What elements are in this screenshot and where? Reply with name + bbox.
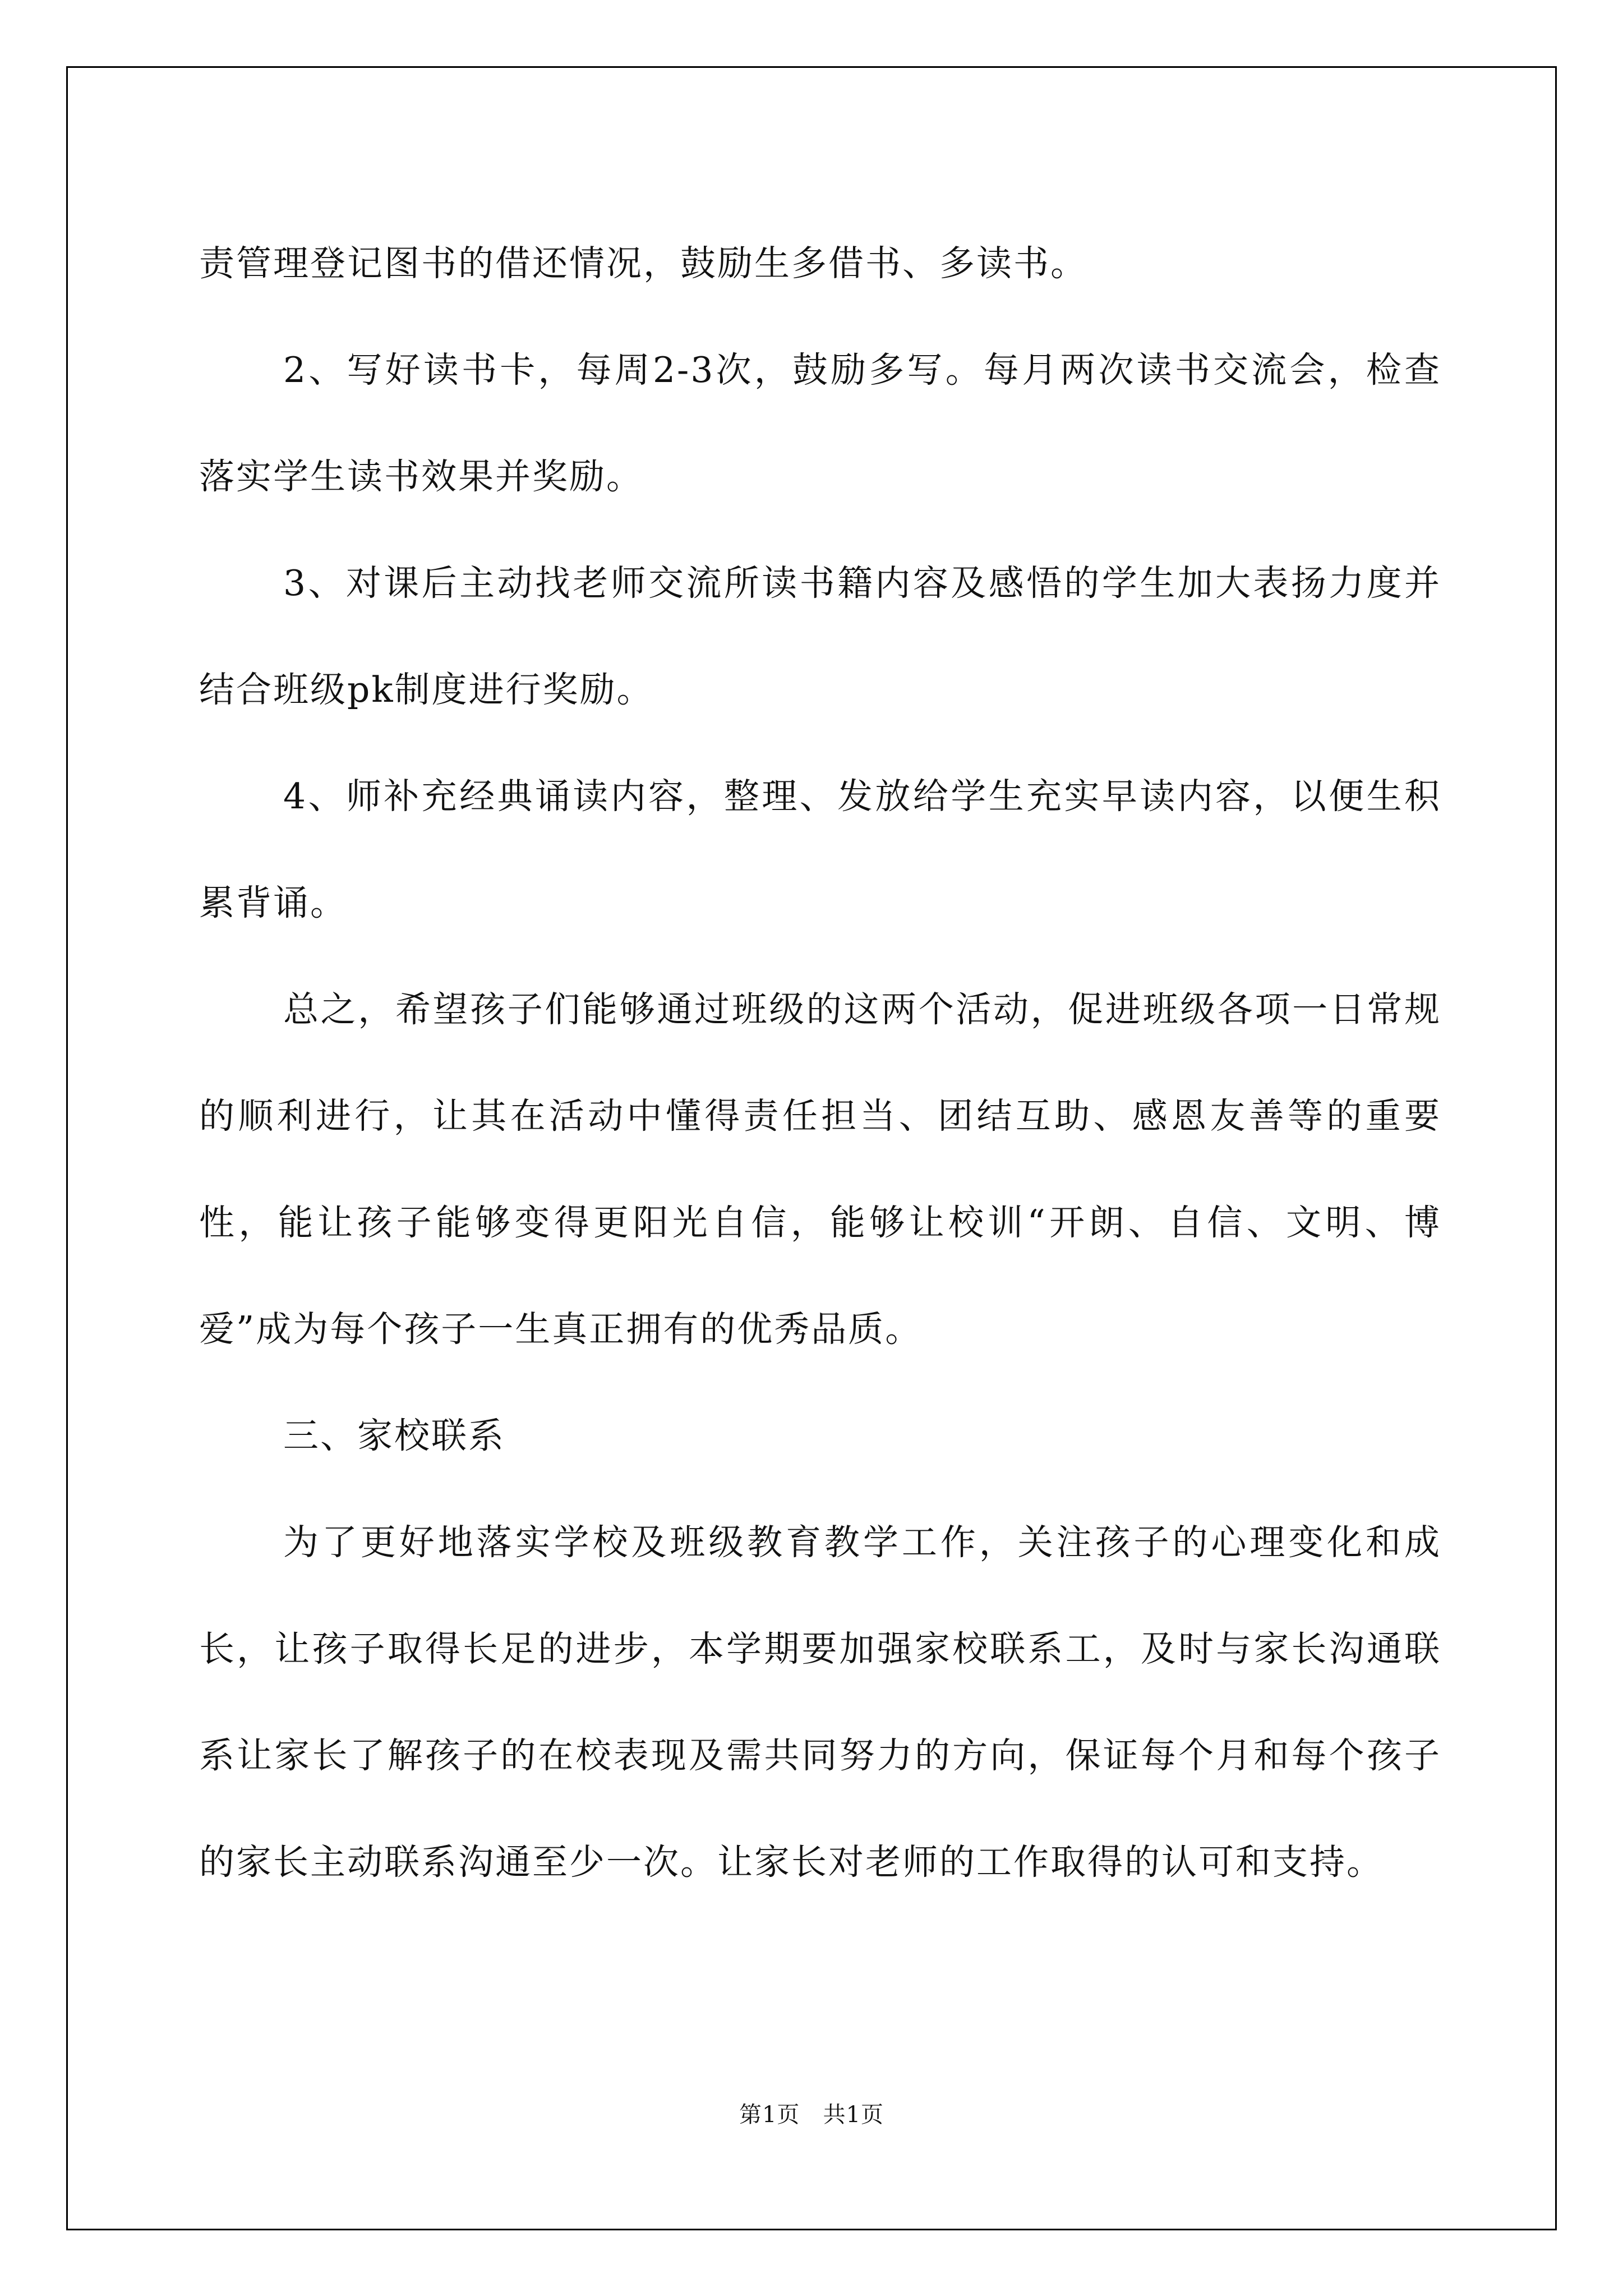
page-number: 第1页 (739, 2102, 800, 2128)
paragraph-5: 总之，希望孩子们能够通过班级的这两个活动，促进班级各项一日常规的顺利进行，让其在活动中懂得责任担当、团结互助、感恩友善等的重要性，能让孩子能够变得更阳光自信，能够让校训“开朗、自信、文明、博爱”成为每个孩子一生真正拥有的优秀品质。 (199, 989, 1441, 1350)
paragraph-3: 3、对课后主动找老师交流所读书籍内容及感悟的学生加大表扬力度并结合班级pk制度进行奖励。 (199, 563, 1441, 710)
section-heading: 三、家校联系 (283, 1415, 505, 1456)
paragraph-6: 为了更好地落实学校及班级教育教学工作，关注孩子的心理变化和成长，让孩子取得长足的进步，本学期要加强家校联系工，及时与家长沟通联系让家长了解孩子的在校表现及需共同努力的方向，保证每个月和每个孩子的家长主动联系沟通至少一次。让家长对老师的工作取得的认可和支持。 (199, 1522, 1441, 1883)
page-total: 共1页 (823, 2102, 884, 2128)
paragraph-1: 责管理登记图书的借还情况，鼓励生多借书、多读书。 (199, 243, 1087, 284)
page-footer (0, 2101, 1623, 2129)
paragraph-2: 2、写好读书卡，每周2-3次，鼓励多写。每月两次读书交流会，检查落实学生读书效果并奖励。 (199, 349, 1441, 497)
document-body (199, 210, 1441, 1916)
paragraph-4: 4、师补充经典诵读内容，整理、发放给学生充实早读内容，以便生积累背诵。 (199, 776, 1441, 923)
